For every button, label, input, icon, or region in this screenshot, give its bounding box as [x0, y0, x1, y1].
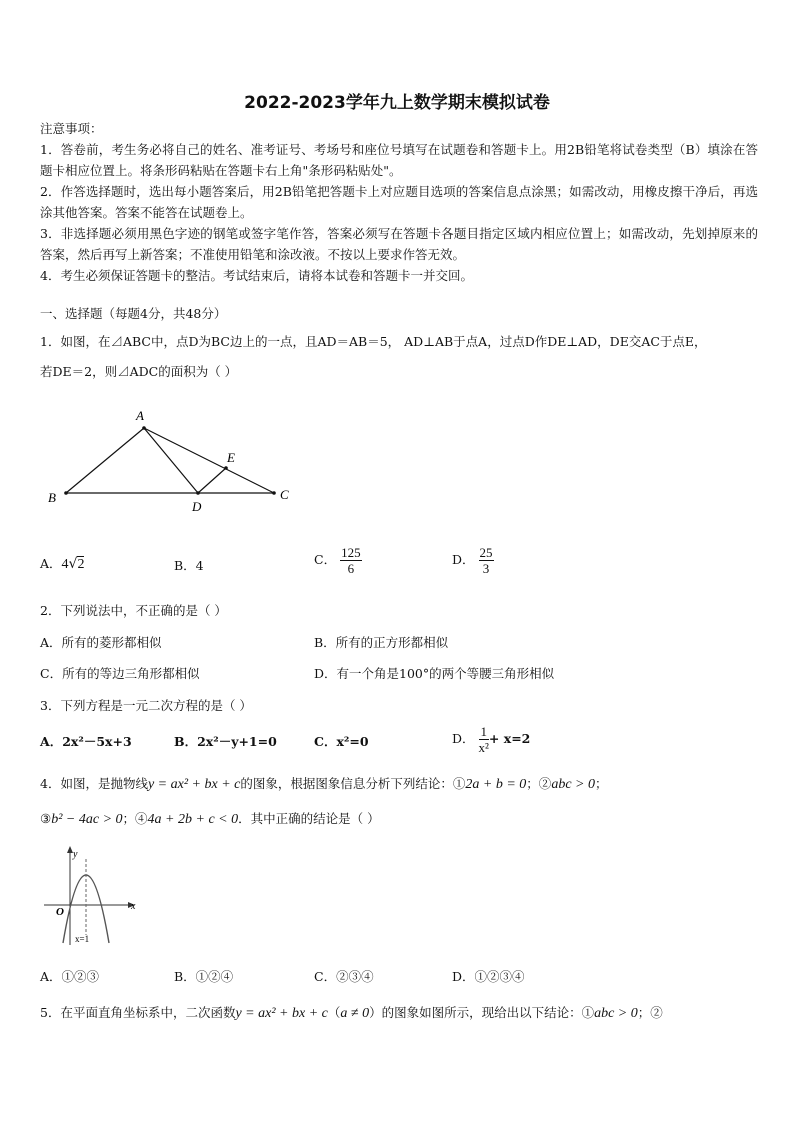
radical-sign: √ — [68, 556, 78, 572]
label-a: A — [136, 408, 144, 423]
q3-option-c: C．x²=0 — [314, 734, 369, 749]
fraction: $\frac{125}{6}$ — [341, 545, 361, 576]
notice-item: 4．考生必须保证答题卡的整洁。考试结束后，请将本试卷和答题卡一并交回。 — [40, 268, 473, 283]
q1-stem-line2: 若DE＝2，则⊿ADC的面积为（ ） — [40, 364, 238, 379]
q4-option-c: C．②③④ — [314, 969, 374, 984]
notice-heading: 注意事项： — [40, 121, 103, 136]
q2-stem: 2．下列说法中，不正确的是（ ） — [40, 603, 227, 618]
point-b — [64, 491, 68, 495]
label-origin: O — [56, 906, 64, 918]
q1-stem-line1: 1．如图，在⊿ABC中，点D为BC边上的一点，且AD＝AB＝5， AD⊥AB于点A，过点D作DE⊥AD，DE交AC于点E， — [40, 334, 707, 349]
q4-stem-line1: 4．如图，是抛物线y = ax² + bx + c的图象，根据图象信息分析下列结论：①2a + b = 0；②abc > 0； — [40, 776, 608, 792]
label-symmetry-axis: x=1 — [75, 934, 90, 944]
notice-item: 1．答卷前，考生务必将自己的姓名、准考证号、考场号和座位号填写在试题卷和答题卡上。用2B铅笔将试卷类型（B）填涂在答题卡相应位置上。将条形码粘贴在答题卡右上角"条形码粘贴处"。 — [40, 142, 758, 178]
fraction: $\frac{25}{3}$ — [479, 545, 493, 576]
label-b: B — [48, 490, 56, 505]
section-heading: 一、选择题（每题4分，共48分） — [40, 306, 227, 321]
q4-stem-line2: ③b² − 4ac > 0；④4a + 2b + c < 0．其中正确的结论是（ ） — [40, 811, 380, 827]
q2-option-a: A．所有的菱形都相似 — [40, 635, 162, 650]
segment-de — [198, 468, 226, 493]
page-title: 2022-2023学年九上数学期末模拟试卷 — [244, 93, 550, 113]
q4-option-a: A．①②③ — [40, 969, 100, 984]
q3-option-d: D． $\frac{1}{\text{x²}}$ + x=2 — [452, 724, 531, 755]
label-e: E — [227, 450, 235, 465]
segment-ab — [66, 428, 144, 493]
q4-parabola-figure — [40, 843, 140, 948]
point-c — [272, 491, 276, 495]
q1-triangle-figure — [40, 400, 310, 520]
notice-item: 3．非选择题必须用黑色字迹的钢笔或签字笔作答，答案必须写在答题卡各题目指定区域内相应位置上；如需改动，先划掉原来的答案，然后再写上新答案；不准使用铅笔和涂改液。不按以上要求作答无效。 — [40, 226, 758, 262]
q1-option-d: D． $\frac{25}{3}$ — [452, 545, 493, 576]
label-x: x — [131, 901, 136, 912]
q2-option-c: C．所有的等边三角形都相似 — [40, 666, 200, 681]
q3-option-a: A．2x²－5x+3 — [40, 734, 132, 749]
q4-option-d: D．①②③④ — [452, 969, 525, 984]
q3-option-b: B．2x²－y+1=0 — [174, 734, 277, 749]
point-d — [196, 491, 200, 495]
notice-item: 2．作答选择题时，选出每小题答案后，用2B铅笔把答题卡上对应题目选项的答案信息点涂黑；如需改动，用橡皮擦干净后，再选涂其他答案。答案不能答在试题卷上。 — [40, 184, 758, 220]
q2-option-b: B．所有的正方形都相似 — [314, 635, 449, 650]
q1-option-a: A．4√2 — [40, 556, 85, 572]
notice-block — [40, 118, 758, 286]
q2-option-d: D．有一个角是100°的两个等腰三角形相似 — [314, 666, 555, 681]
point-e — [224, 466, 228, 470]
q4-option-b: B．①②④ — [174, 969, 234, 984]
point-a — [142, 426, 146, 430]
q1-option-b: B．4 — [174, 558, 204, 573]
q5-stem: 5．在平面直角坐标系中，二次函数y = ax² + bx + c（a ≠ 0）的图象如图所示，现给出以下结论：①abc > 0；② — [40, 1005, 663, 1021]
q1-option-c: C． $\frac{125}{6}$ — [314, 545, 361, 576]
fraction: $\frac{1}{\text{x²}}$ — [478, 724, 489, 755]
label-d: D — [192, 499, 202, 514]
label-y: y — [73, 849, 78, 860]
segment-ad — [144, 428, 198, 493]
q3-stem: 3．下列方程是一元二次方程的是（ ） — [40, 698, 252, 713]
label-c: C — [280, 487, 289, 502]
